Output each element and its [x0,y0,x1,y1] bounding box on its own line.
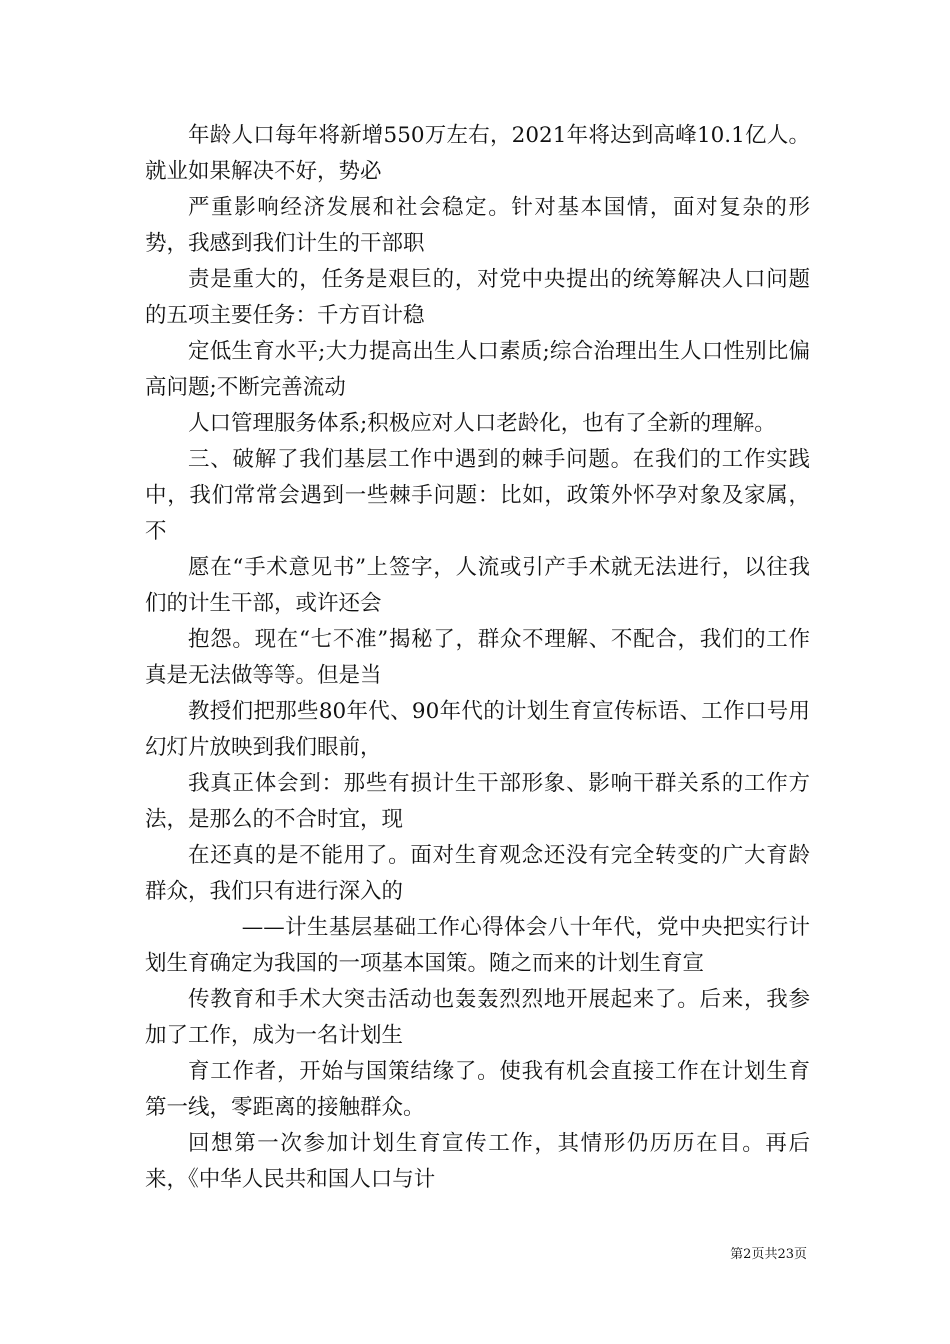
paragraph: 年龄人口每年将新增550万左右，2021年将达到高峰10.1亿人。就业如果解决不好，势必 [145,123,810,184]
paragraph: 责是重大的，任务是艰巨的，对党中央提出的统筹解决人口问题的五项主要任务：千方百计稳 [145,267,810,328]
paragraph: 我真正体会到：那些有损计生干部形象、影响干群关系的工作方法，是那么的不合时宜，现 [145,771,810,832]
paragraph: ——计生基层基础工作心得体会八十年代，党中央把实行计划生育确定为我国的一项基本国策。随之而来的计划生育宣 [145,915,810,976]
paragraph: 育工作者，开始与国策结缘了。使我有机会直接工作在计划生育第一线，零距离的接触群众。 [145,1059,810,1120]
paragraph: 抱怨。现在“七不准”揭秘了，群众不理解、不配合，我们的工作真是无法做等等。但是当 [145,627,810,688]
paragraph: 愿在“手术意见书”上签字，人流或引产手术就无法进行，以往我们的计生干部，或许还会 [145,555,810,616]
paragraph: 定低生育水平;大力提高出生人口素质;综合治理出生人口性别比偏高问题;不断完善流动 [145,339,810,400]
paragraph: 传教育和手术大突击活动也轰轰烈烈地开展起来了。后来，我参加了工作，成为一名计划生 [145,987,810,1048]
paragraph: 在还真的是不能用了。面对生育观念还没有完全转变的广大育龄群众，我们只有进行深入的 [145,843,810,904]
paragraph: 教授们把那些80年代、90年代的计划生育宣传标语、工作口号用幻灯片放映到我们眼前， [145,699,810,760]
document-body [145,118,810,1198]
paragraph: 人口管理服务体系;积极应对人口老龄化，也有了全新的理解。 [188,411,776,436]
paragraph: 严重影响经济发展和社会稳定。针对基本国情，面对复杂的形势，我感到我们计生的干部职 [145,195,810,256]
paragraph: 三、破解了我们基层工作中遇到的棘手问题。在我们的工作实践中，我们常常会遇到一些棘手问题：比如，政策外怀孕对象及家属，不 [145,447,810,544]
page-number-footer: 第2页共23页 [730,1247,807,1262]
paragraph: 回想第一次参加计划生育宣传工作，其情形仍历历在目。再后来，《中华人民共和国人口与计 [145,1131,810,1192]
